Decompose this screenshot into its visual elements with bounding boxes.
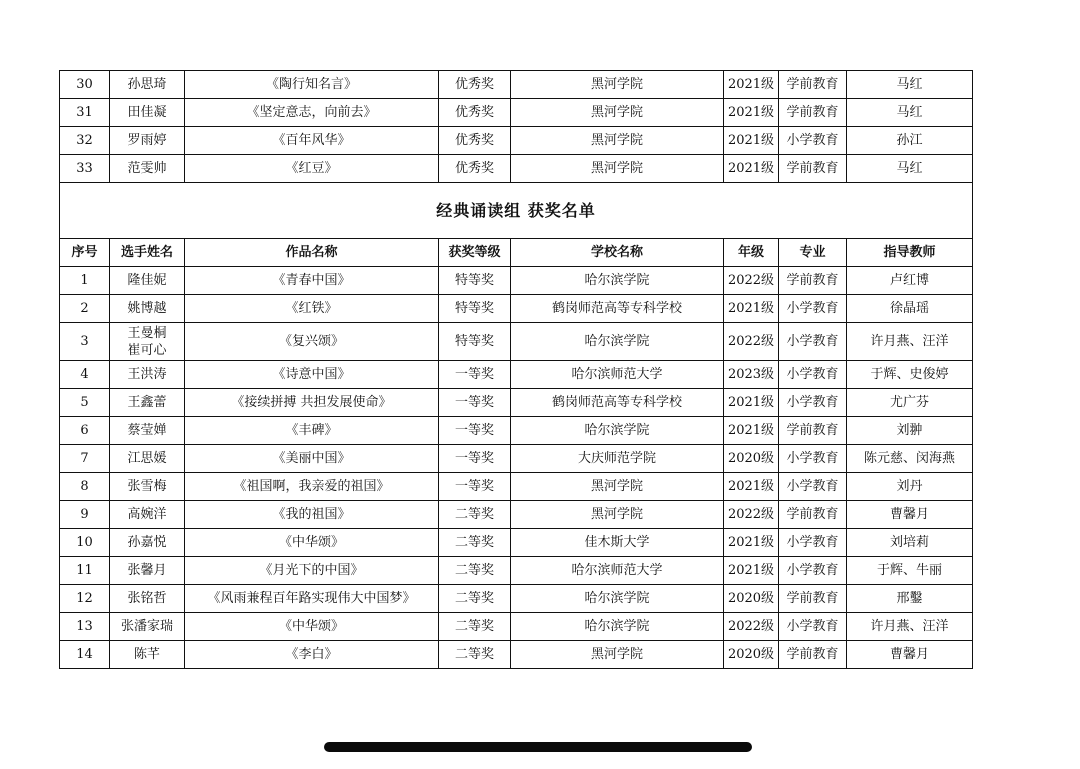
cell-major: 学前教育 <box>779 71 847 99</box>
cell-school: 哈尔滨师范大学 <box>511 557 724 585</box>
cell-grade: 2021级 <box>724 99 779 127</box>
cell-major: 学前教育 <box>779 501 847 529</box>
table-row <box>60 641 973 669</box>
cell-teacher: 刘翀 <box>847 417 973 445</box>
cell-award: 二等奖 <box>439 585 511 613</box>
cell-no: 2 <box>60 295 110 323</box>
cell-teacher: 马红 <box>847 99 973 127</box>
cell-name-line: 崔可心 <box>127 342 167 358</box>
cell-school: 佳木斯大学 <box>511 529 724 557</box>
cell-name: 江思媛 <box>110 445 185 473</box>
table-row <box>60 473 973 501</box>
cell-major: 学前教育 <box>779 155 847 183</box>
cell-no: 14 <box>60 641 110 669</box>
table-row <box>60 417 973 445</box>
cell-award: 优秀奖 <box>439 71 511 99</box>
classic-reading-rows <box>60 267 973 669</box>
table-header-row <box>60 239 973 267</box>
cell-teacher: 马红 <box>847 155 973 183</box>
header-teacher: 指导教师 <box>847 239 973 267</box>
cell-work: 《中华颂》 <box>185 613 439 641</box>
header-major: 专业 <box>779 239 847 267</box>
table-row <box>60 557 973 585</box>
cell-major: 小学教育 <box>779 295 847 323</box>
header-name: 选手姓名 <box>110 239 185 267</box>
table-row <box>60 323 973 361</box>
cell-name: 蔡莹婵 <box>110 417 185 445</box>
cell-award: 优秀奖 <box>439 155 511 183</box>
header-no: 序号 <box>60 239 110 267</box>
cell-name: 隆佳妮 <box>110 267 185 295</box>
cell-teacher: 尤广芬 <box>847 389 973 417</box>
cell-teacher: 许月燕、汪洋 <box>847 323 973 361</box>
cell-no: 6 <box>60 417 110 445</box>
cell-work: 《百年风华》 <box>185 127 439 155</box>
table-row <box>60 501 973 529</box>
cell-work: 《陶行知名言》 <box>185 71 439 99</box>
cell-name: 姚博越 <box>110 295 185 323</box>
cell-teacher: 马红 <box>847 71 973 99</box>
cell-teacher: 陈元慈、闵海燕 <box>847 445 973 473</box>
table-row <box>60 127 973 155</box>
cell-grade: 2022级 <box>724 267 779 295</box>
cell-award: 优秀奖 <box>439 127 511 155</box>
cell-award: 二等奖 <box>439 529 511 557</box>
cell-work: 《红豆》 <box>185 155 439 183</box>
cell-teacher: 卢红博 <box>847 267 973 295</box>
cell-major: 小学教育 <box>779 473 847 501</box>
cell-grade: 2021级 <box>724 127 779 155</box>
cell-award: 一等奖 <box>439 361 511 389</box>
section-title: 经典诵读组 获奖名单 <box>60 183 973 239</box>
cell-no: 7 <box>60 445 110 473</box>
section-heading-block <box>60 183 973 267</box>
cell-teacher: 徐晶瑶 <box>847 295 973 323</box>
cell-grade: 2021级 <box>724 473 779 501</box>
cell-teacher: 曹馨月 <box>847 501 973 529</box>
cell-teacher: 于辉、牛丽 <box>847 557 973 585</box>
cell-grade: 2021级 <box>724 389 779 417</box>
cell-work: 《李白》 <box>185 641 439 669</box>
cell-name: 张雪梅 <box>110 473 185 501</box>
cell-name: 田佳凝 <box>110 99 185 127</box>
cell-no: 13 <box>60 613 110 641</box>
table-row <box>60 585 973 613</box>
cell-school: 哈尔滨学院 <box>511 267 724 295</box>
cell-grade: 2022级 <box>724 613 779 641</box>
cell-school: 鹤岗师范高等专科学校 <box>511 295 724 323</box>
cell-major: 小学教育 <box>779 445 847 473</box>
table-row <box>60 529 973 557</box>
cell-school: 黑河学院 <box>511 99 724 127</box>
cell-work: 《美丽中国》 <box>185 445 439 473</box>
cell-award: 一等奖 <box>439 417 511 445</box>
cell-no: 1 <box>60 267 110 295</box>
cell-work: 《红铁》 <box>185 295 439 323</box>
previous-group-rows <box>60 71 973 183</box>
cell-no: 8 <box>60 473 110 501</box>
cell-teacher: 孙江 <box>847 127 973 155</box>
cell-name: 高婉洋 <box>110 501 185 529</box>
cell-award: 优秀奖 <box>439 99 511 127</box>
cell-teacher: 曹馨月 <box>847 641 973 669</box>
cell-work: 《接续拼搏 共担发展使命》 <box>185 389 439 417</box>
cell-grade: 2020级 <box>724 445 779 473</box>
cell-teacher: 于辉、史俊婷 <box>847 361 973 389</box>
cell-school: 哈尔滨学院 <box>511 417 724 445</box>
cell-school: 哈尔滨师范大学 <box>511 361 724 389</box>
cell-major: 学前教育 <box>779 585 847 613</box>
cell-no: 5 <box>60 389 110 417</box>
table-row <box>60 267 973 295</box>
table-row <box>60 389 973 417</box>
cell-no: 10 <box>60 529 110 557</box>
cell-teacher: 刘丹 <box>847 473 973 501</box>
table-row <box>60 155 973 183</box>
cell-name-line: 王曼桐 <box>127 325 167 341</box>
table-row <box>60 613 973 641</box>
cell-major: 学前教育 <box>779 417 847 445</box>
cell-grade: 2021级 <box>724 557 779 585</box>
cell-grade: 2021级 <box>724 155 779 183</box>
cell-grade: 2023级 <box>724 361 779 389</box>
cell-major: 小学教育 <box>779 323 847 361</box>
cell-work: 《我的祖国》 <box>185 501 439 529</box>
cell-name: 王鑫蕾 <box>110 389 185 417</box>
cell-award: 特等奖 <box>439 267 511 295</box>
cell-major: 小学教育 <box>779 529 847 557</box>
cell-major: 小学教育 <box>779 127 847 155</box>
cell-name <box>110 323 185 361</box>
cell-name: 张铭哲 <box>110 585 185 613</box>
cell-work: 《诗意中国》 <box>185 361 439 389</box>
cell-school: 黑河学院 <box>511 501 724 529</box>
cell-work: 《风雨兼程百年路实现伟大中国梦》 <box>185 585 439 613</box>
cell-no: 4 <box>60 361 110 389</box>
header-school: 学校名称 <box>511 239 724 267</box>
cell-grade: 2021级 <box>724 417 779 445</box>
cell-teacher: 许月燕、汪洋 <box>847 613 973 641</box>
cell-major: 学前教育 <box>779 99 847 127</box>
table-row <box>60 445 973 473</box>
cell-school: 黑河学院 <box>511 127 724 155</box>
cell-school: 大庆师范学院 <box>511 445 724 473</box>
cell-award: 一等奖 <box>439 389 511 417</box>
cell-no: 31 <box>60 99 110 127</box>
cell-school: 哈尔滨学院 <box>511 323 724 361</box>
cell-school: 哈尔滨学院 <box>511 613 724 641</box>
cell-work: 《坚定意志，向前去》 <box>185 99 439 127</box>
cell-name: 陈芊 <box>110 641 185 669</box>
cell-grade: 2020级 <box>724 641 779 669</box>
cell-name: 张潘家瑞 <box>110 613 185 641</box>
cell-major: 小学教育 <box>779 361 847 389</box>
table-row <box>60 71 973 99</box>
header-grade: 年级 <box>724 239 779 267</box>
cell-major: 小学教育 <box>779 389 847 417</box>
cell-major: 小学教育 <box>779 613 847 641</box>
cell-no: 32 <box>60 127 110 155</box>
cell-name: 罗雨婷 <box>110 127 185 155</box>
cell-school: 哈尔滨学院 <box>511 585 724 613</box>
cell-no: 30 <box>60 71 110 99</box>
cell-grade: 2022级 <box>724 323 779 361</box>
cell-award: 一等奖 <box>439 445 511 473</box>
cell-school: 黑河学院 <box>511 155 724 183</box>
cell-work: 《中华颂》 <box>185 529 439 557</box>
cell-major: 学前教育 <box>779 641 847 669</box>
cell-name: 张馨月 <box>110 557 185 585</box>
cell-work: 《丰碑》 <box>185 417 439 445</box>
cell-major: 学前教育 <box>779 267 847 295</box>
cell-name: 王洪涛 <box>110 361 185 389</box>
cell-school: 黑河学院 <box>511 473 724 501</box>
cell-work: 《月光下的中国》 <box>185 557 439 585</box>
cell-grade: 2020级 <box>724 585 779 613</box>
cell-grade: 2022级 <box>724 501 779 529</box>
cell-work: 《祖国啊，我亲爱的祖国》 <box>185 473 439 501</box>
cell-school: 黑河学院 <box>511 641 724 669</box>
cell-work: 《青春中国》 <box>185 267 439 295</box>
table-row <box>60 361 973 389</box>
cell-award: 一等奖 <box>439 473 511 501</box>
table-row <box>60 295 973 323</box>
cell-award: 特等奖 <box>439 295 511 323</box>
cell-grade: 2021级 <box>724 529 779 557</box>
cell-grade: 2021级 <box>724 295 779 323</box>
cell-school: 黑河学院 <box>511 71 724 99</box>
cell-award: 特等奖 <box>439 323 511 361</box>
cell-award: 二等奖 <box>439 557 511 585</box>
cell-no: 33 <box>60 155 110 183</box>
cell-award: 二等奖 <box>439 501 511 529</box>
cell-award: 二等奖 <box>439 641 511 669</box>
cell-name: 孙思琦 <box>110 71 185 99</box>
cell-school: 鹤岗师范高等专科学校 <box>511 389 724 417</box>
cell-name: 范雯帅 <box>110 155 185 183</box>
header-award: 获奖等级 <box>439 239 511 267</box>
cell-teacher: 刘培莉 <box>847 529 973 557</box>
cell-no: 3 <box>60 323 110 361</box>
awards-table <box>59 70 973 669</box>
section-title-row <box>60 183 973 239</box>
cell-teacher: 邢鑿 <box>847 585 973 613</box>
cell-major: 小学教育 <box>779 557 847 585</box>
cell-no: 9 <box>60 501 110 529</box>
cell-name: 孙嘉悦 <box>110 529 185 557</box>
table-row <box>60 99 973 127</box>
cell-work: 《复兴颂》 <box>185 323 439 361</box>
cell-grade: 2021级 <box>724 71 779 99</box>
home-indicator-bar[interactable] <box>324 742 752 752</box>
cell-no: 11 <box>60 557 110 585</box>
cell-award: 二等奖 <box>439 613 511 641</box>
cell-no: 12 <box>60 585 110 613</box>
header-work: 作品名称 <box>185 239 439 267</box>
